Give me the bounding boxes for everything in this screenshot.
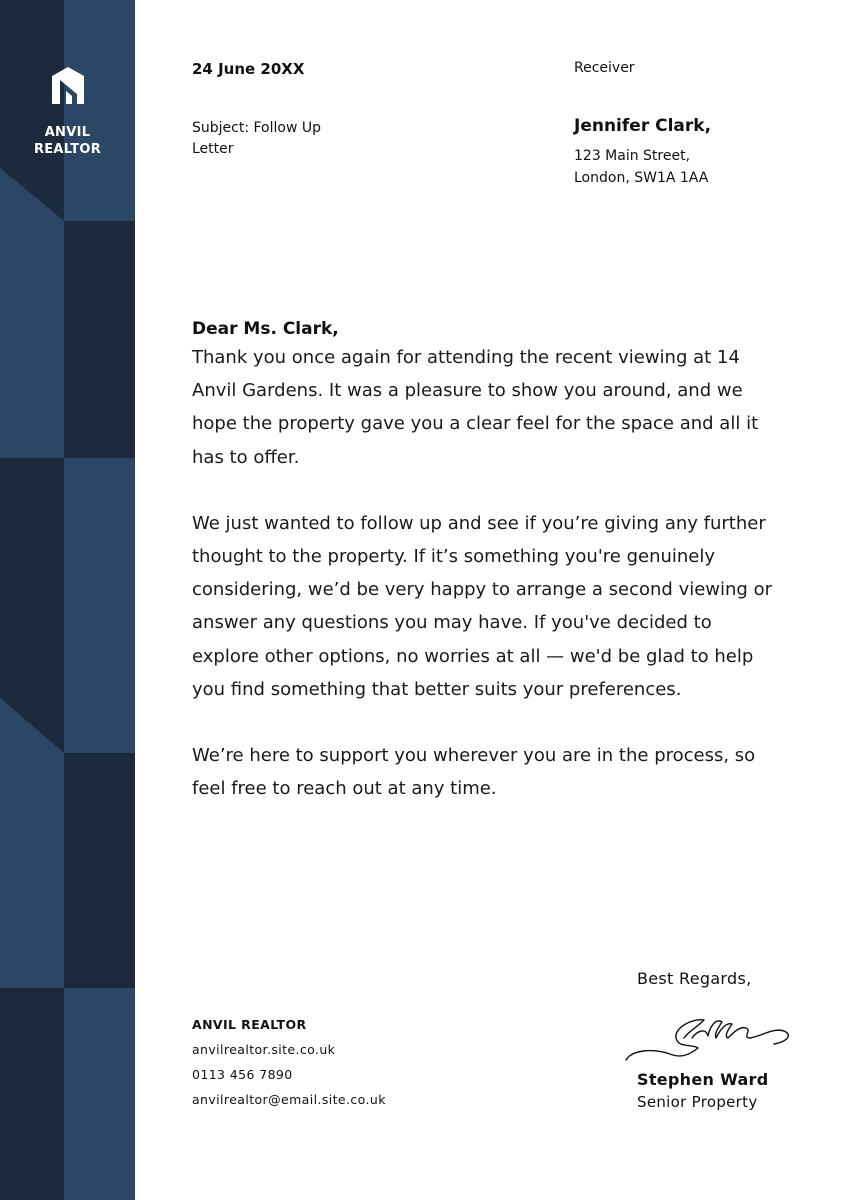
sidebar-geometric-pattern xyxy=(0,0,135,1200)
receiver-name: Jennifer Clark, xyxy=(574,116,712,136)
letter-subject: Subject: Follow Up Letter xyxy=(192,120,322,157)
letter-body xyxy=(192,341,782,838)
receiver-address-line2: London, SW1A 1AA xyxy=(574,170,709,186)
receiver-address-line1: 123 Main Street, xyxy=(574,148,691,164)
brand-line1: ANVIL xyxy=(44,125,91,140)
house-frame-icon xyxy=(48,64,88,106)
signer-title: Senior Property xyxy=(637,1093,758,1111)
body-paragraph-3: We’re here to support you wherever you are in the process, so feel free to reach out at any time. xyxy=(192,745,756,800)
brand-name xyxy=(0,124,135,158)
contact-website[interactable]: anvilrealtor.site.co.uk xyxy=(192,1042,336,1057)
letter-date: 24 June 20XX xyxy=(192,60,305,78)
company-logo xyxy=(0,64,135,158)
signer-name: Stephen Ward xyxy=(637,1070,769,1089)
receiver-label: Receiver xyxy=(574,60,635,76)
contact-phone[interactable]: 0113 456 7890 xyxy=(192,1067,293,1082)
sidebar-panel xyxy=(0,0,135,1200)
body-paragraph-1: Thank you once again for attending the recent viewing at 14 Anvil Gardens. It was a pleasure to show you around, and we hope the property gave you a clear feel for the space and all it has to offer. xyxy=(192,347,759,468)
contact-company: ANVIL REALTOR xyxy=(192,1017,307,1032)
handwritten-signature xyxy=(622,1008,794,1066)
brand-line2: REALTOR xyxy=(33,142,102,157)
contact-block xyxy=(192,1017,386,1117)
closing-line: Best Regards, xyxy=(637,969,752,988)
receiver-address xyxy=(574,145,708,189)
letter-salutation: Dear Ms. Clark, xyxy=(192,319,339,339)
body-paragraph-2: We just wanted to follow up and see if you’re giving any further thought to the property. If it’s something you're genuinely considering, we’d be very happy to arrange a second viewing or answer any questions you may have. If you've decided to explore other options, no worries at all — we'd be glad to help you find something that better suits your preferences. xyxy=(192,512,772,700)
contact-email[interactable]: anvilrealtor@email.site.co.uk xyxy=(192,1092,386,1107)
